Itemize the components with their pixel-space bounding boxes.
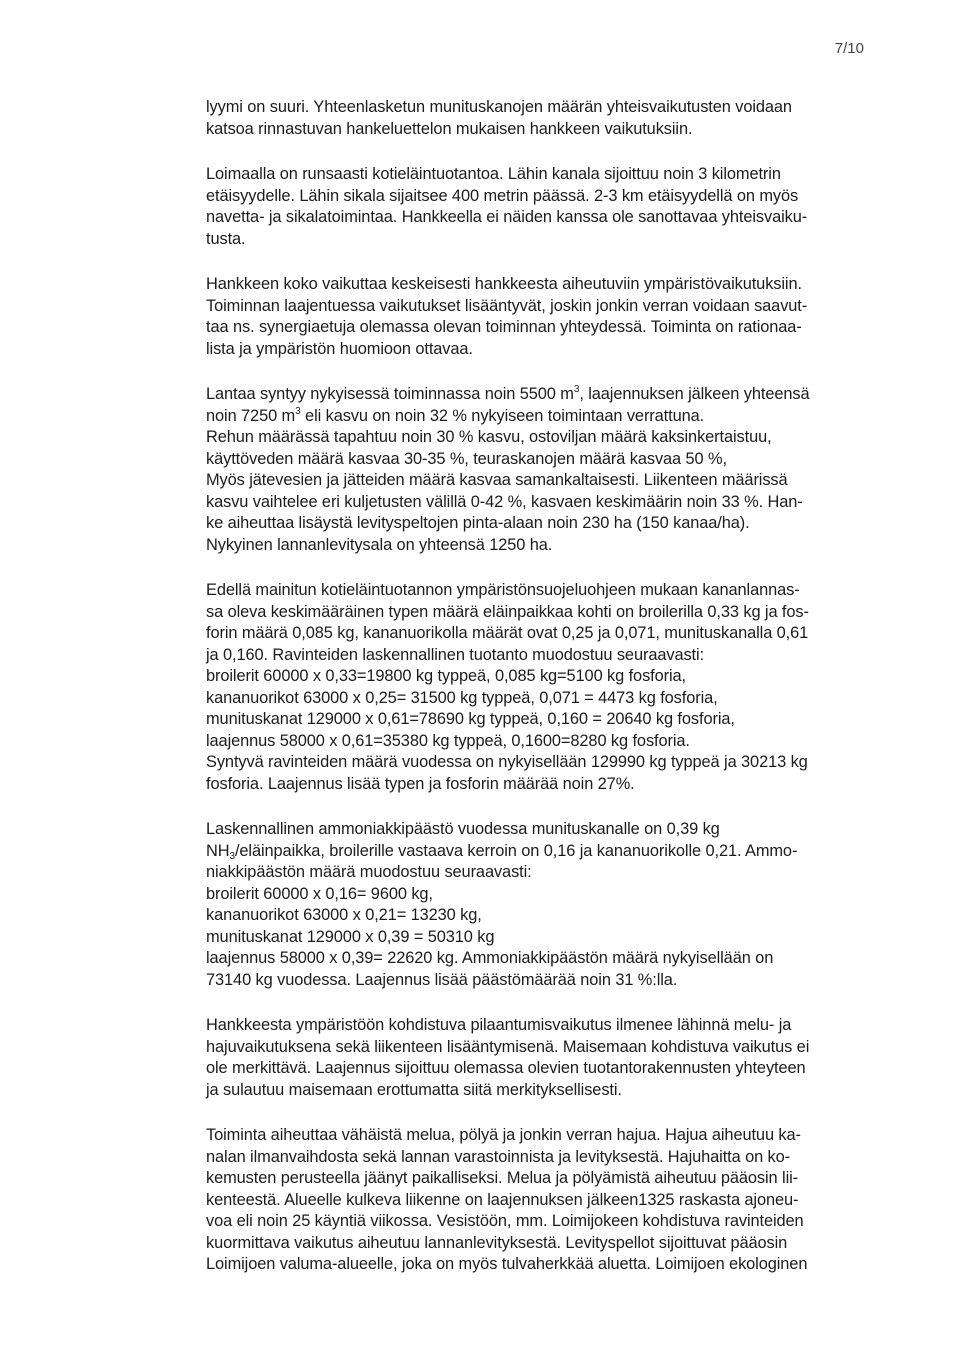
text-line: nalan ilmanvaihdosta sekä lannan varastoinnista ja levityksestä. Hajuhaitta on ko-	[206, 1147, 791, 1166]
text-line: etäisyydelle. Lähin sikala sijaitsee 400 metrin päässä. 2-3 km etäisyydellä on myös	[206, 186, 799, 205]
document-body	[206, 97, 896, 1300]
text-line: ja sulautuu maisemaan erottumatta siitä merkityksellisesti.	[206, 1080, 622, 1099]
text-line	[206, 841, 896, 863]
text-line: voa eli noin 25 käyntiä viikossa. Vesistöön, mm. Loimijokeen kohdistuva ravinteiden	[206, 1212, 804, 1230]
text-fragment: eli kasvu on noin 32 % nykyiseen toimintaan verrattuna.	[300, 406, 705, 425]
text-line: Syntyvä ravinteiden määrä vuodessa on nykyisellään 129990 kg typpeä ja 30213 kg	[206, 753, 808, 771]
text-line: kenteestä. Alueelle kulkeva liikenne on laajennuksen jälkeen1325 raskasta ajoneu-	[206, 1190, 799, 1209]
text-line: kuormittava vaikutus aiheutuu lannanlevityksestä. Levityspellot sijoittuvat pääosin	[206, 1233, 788, 1252]
text-line: Hankkeesta ympäristöön kohdistuva pilaantumisvaikutus ilmenee lähinnä melu- ja	[206, 1016, 792, 1034]
text-line: Laskennallinen ammoniakkipäästö vuodessa munituskanalle on 0,39 kg	[206, 820, 720, 838]
text-line: laajennus 58000 x 0,39= 22620 kg. Ammoniakkipäästön määrä nykyisellään on	[206, 949, 774, 967]
text-line: Loimijoen valuma-alueelle, joka on myös tulvaherkkää aluetta. Loimijoen ekologinen	[206, 1255, 808, 1273]
text-line: lista ja ympäristön huomioon ottavaa.	[206, 339, 473, 358]
text-fragment: Lantaa syntyy nykyisessä toiminnassa noin 5500 m	[206, 385, 574, 403]
paragraph	[206, 1125, 896, 1276]
text-line: Toiminta aiheuttaa vähäistä melua, pölyä ja jonkin verran hajua. Hajua aiheutuu ka-	[206, 1126, 801, 1144]
text-line: 73140 kg vuodessa. Laajennus lisää päästömäärää noin 31 %:lla.	[206, 970, 678, 989]
text-line: käyttöveden määrä kasvaa 30-35 %, teuraskanojen määrä kasvaa 50 %,	[206, 449, 727, 468]
text-line: kananuorikot 63000 x 0,21= 13230 kg,	[206, 906, 482, 924]
text-line: kasvu vaihtelee eri kuljetusten välillä 0-42 %, kasvaen keskimäärin noin 33 %. Han-	[206, 492, 803, 511]
text-line: lyymi on suuri. Yhteenlasketun munituskanojen määrän yhteisvaikutusten voidaan	[206, 98, 792, 116]
text-line: Loimaalla on runsaasti kotieläintuotantoa. Lähin kanala sijoittuu noin 3 kilometrin	[206, 165, 781, 183]
paragraph	[206, 97, 896, 140]
text-line: sa oleva keskimääräinen typen määrä eläinpaikkaa kohti on broilerilla 0,33 kg ja fos-	[206, 602, 809, 621]
text-line: niakkipäästön määrä muodostuu seuraavasti:	[206, 863, 532, 881]
superscript: 3	[295, 405, 301, 417]
text-fragment: NH	[206, 841, 230, 860]
paragraph	[206, 384, 896, 556]
text-line: munituskanat 129000 x 0,39 = 50310 kg	[206, 927, 495, 946]
text-line: hajuvaikutuksena sekä liikenteen lisääntymisenä. Maisemaan kohdistuva vaikutus ei	[206, 1037, 810, 1056]
text-line: Rehun määrässä tapahtuu noin 30 % kasvu, ostoviljan määrä kaksinkertaistuu,	[206, 428, 772, 446]
text-line: fosforia. Laajennus lisää typen ja fosforin määrää noin 27%.	[206, 774, 635, 793]
text-line	[206, 384, 896, 406]
text-line: Hankkeen koko vaikuttaa keskeisesti hankkeesta aiheutuviin ympäristövaikutuksiin.	[206, 275, 802, 293]
text-fragment: , laajennuksen jälkeen yhteensä	[579, 385, 810, 403]
text-line: katsoa rinnastuvan hankeluettelon mukaisen hankkeen vaikutuksiin.	[206, 119, 693, 138]
text-line	[206, 406, 896, 428]
page-number: 7/10	[834, 40, 864, 57]
text-line: ja 0,160. Ravinteiden laskennallinen tuotanto muodostuu seuraavasti:	[206, 645, 705, 664]
superscript: 3	[573, 384, 580, 395]
text-line: munituskanat 129000 x 0,61=78690 kg typpeä, 0,160 = 20640 kg fosforia,	[206, 710, 735, 728]
text-line: forin määrä 0,085 kg, kananuorikolla määrät ovat 0,25 ja 0,071, munituskanalla 0,61	[206, 624, 809, 642]
text-fragment: /eläinpaikka, broilerille vastaava kerroin on 0,16 ja kananuorikolle 0,21. Ammo-	[234, 841, 798, 860]
text-line: taa ns. synergiaetuja olemassa olevan toiminnan yhteydessä. Toiminta on rationaa-	[206, 318, 802, 336]
paragraph	[206, 164, 896, 250]
text-fragment: noin 7250 m	[206, 406, 296, 425]
text-line: Toiminnan laajentuessa vaikutukset lisääntyvät, joskin jonkin verran voidaan saavut-	[206, 296, 808, 315]
paragraph	[206, 819, 896, 991]
text-line: Myös jätevesien ja jätteiden määrä kasvaa samankaltaisesti. Liikenteen määrissä	[206, 471, 788, 489]
text-line: broilerit 60000 x 0,33=19800 kg typpeä, 0,085 kg=5100 kg fosforia,	[206, 667, 687, 685]
text-line: kananuorikot 63000 x 0,25= 31500 kg typpeä, 0,071 = 4473 kg fosforia,	[206, 688, 718, 707]
paragraph	[206, 1015, 896, 1101]
subscript: 3	[229, 850, 235, 862]
text-line: broilerit 60000 x 0,16= 9600 kg,	[206, 884, 433, 903]
text-line: ke aiheuttaa lisäystä levityspeltojen pinta-alaan noin 230 ha (150 kanaa/ha).	[206, 514, 750, 532]
paragraph	[206, 580, 896, 795]
text-line: Nykyinen lannanlevitysala on yhteensä 1250 ha.	[206, 535, 553, 554]
text-line: Edellä mainitun kotieläintuotannon ympäristönsuojeluohjeen mukaan kananlannas-	[206, 581, 800, 599]
text-line: laajennus 58000 x 0,61=35380 kg typpeä, 0,1600=8280 kg fosforia.	[206, 731, 690, 750]
paragraph	[206, 274, 896, 360]
text-line: tusta.	[206, 229, 246, 248]
text-line: navetta- ja sikalatoimintaa. Hankkeella ei näiden kanssa ole sanottavaa yhteisvaiku-	[206, 208, 808, 226]
text-line: kemusten perusteella jäänyt paikalliseksi. Melua ja pölyämistä aiheutuu pääosin lii-	[206, 1169, 799, 1187]
text-line: ole merkittävä. Laajennus sijoittuu olemassa olevien tuotantorakennusten yhteyteen	[206, 1059, 806, 1077]
